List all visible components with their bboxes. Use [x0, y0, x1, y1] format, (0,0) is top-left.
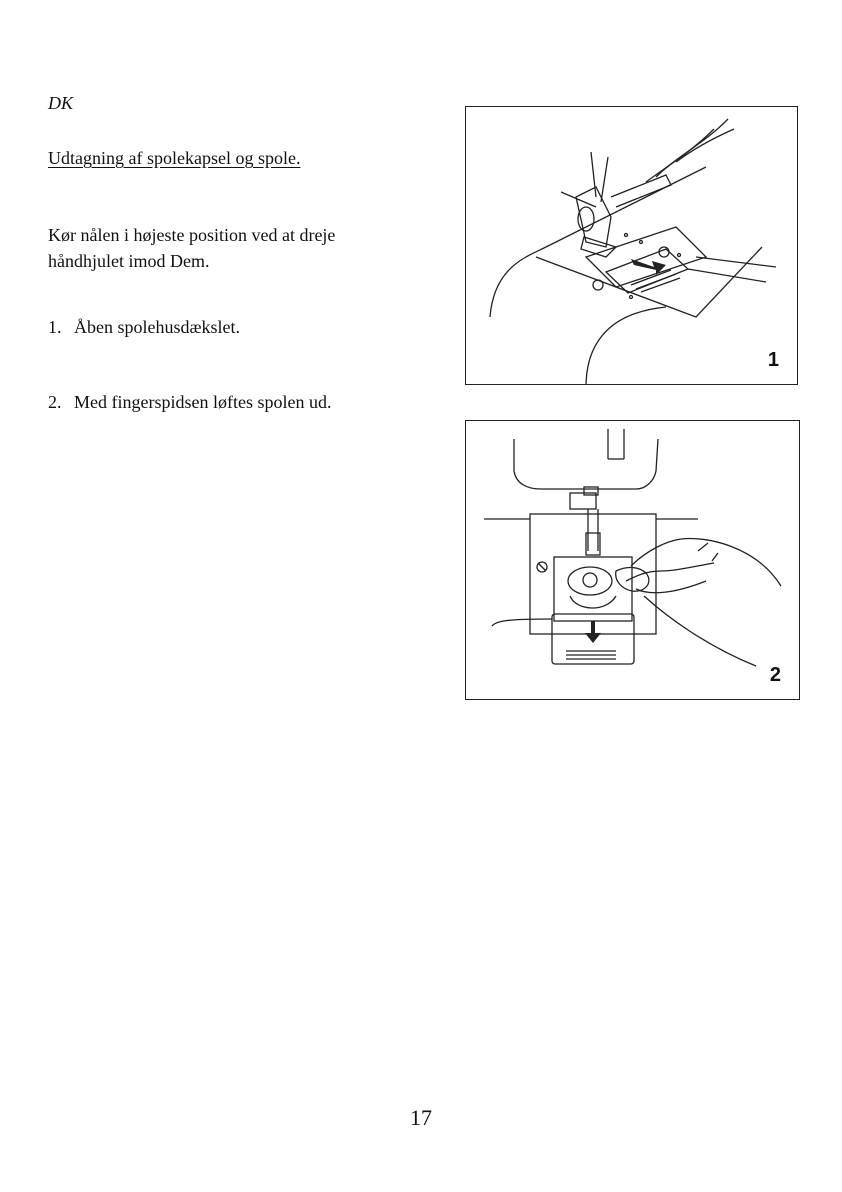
- page-number: 17: [410, 1105, 432, 1130]
- step-number-1: 1.: [48, 317, 62, 337]
- intro-paragraph: [48, 222, 398, 274]
- figure-2: [465, 420, 800, 700]
- step-text-1: Åben spolehusdækslet.: [74, 317, 240, 337]
- figure-2-number: 2: [769, 664, 781, 686]
- step-number-2: 2.: [48, 392, 62, 412]
- section-heading: Udtagning af spolekapsel og spole.: [48, 148, 301, 168]
- step-item-1: [48, 317, 240, 338]
- step-text-2: Med fingerspidsen løftes spolen ud.: [74, 392, 332, 412]
- figure-1: [465, 106, 798, 385]
- figure-1-number: 1: [767, 349, 779, 371]
- figure-1-illustration: [466, 107, 797, 384]
- step-item-2: [48, 392, 331, 413]
- figure-2-illustration: [466, 421, 799, 699]
- intro-line-2: håndhjulet imod Dem.: [48, 251, 210, 271]
- intro-line-1: Kør nålen i højeste position ved at dreje: [48, 225, 336, 245]
- language-code: DK: [48, 93, 74, 113]
